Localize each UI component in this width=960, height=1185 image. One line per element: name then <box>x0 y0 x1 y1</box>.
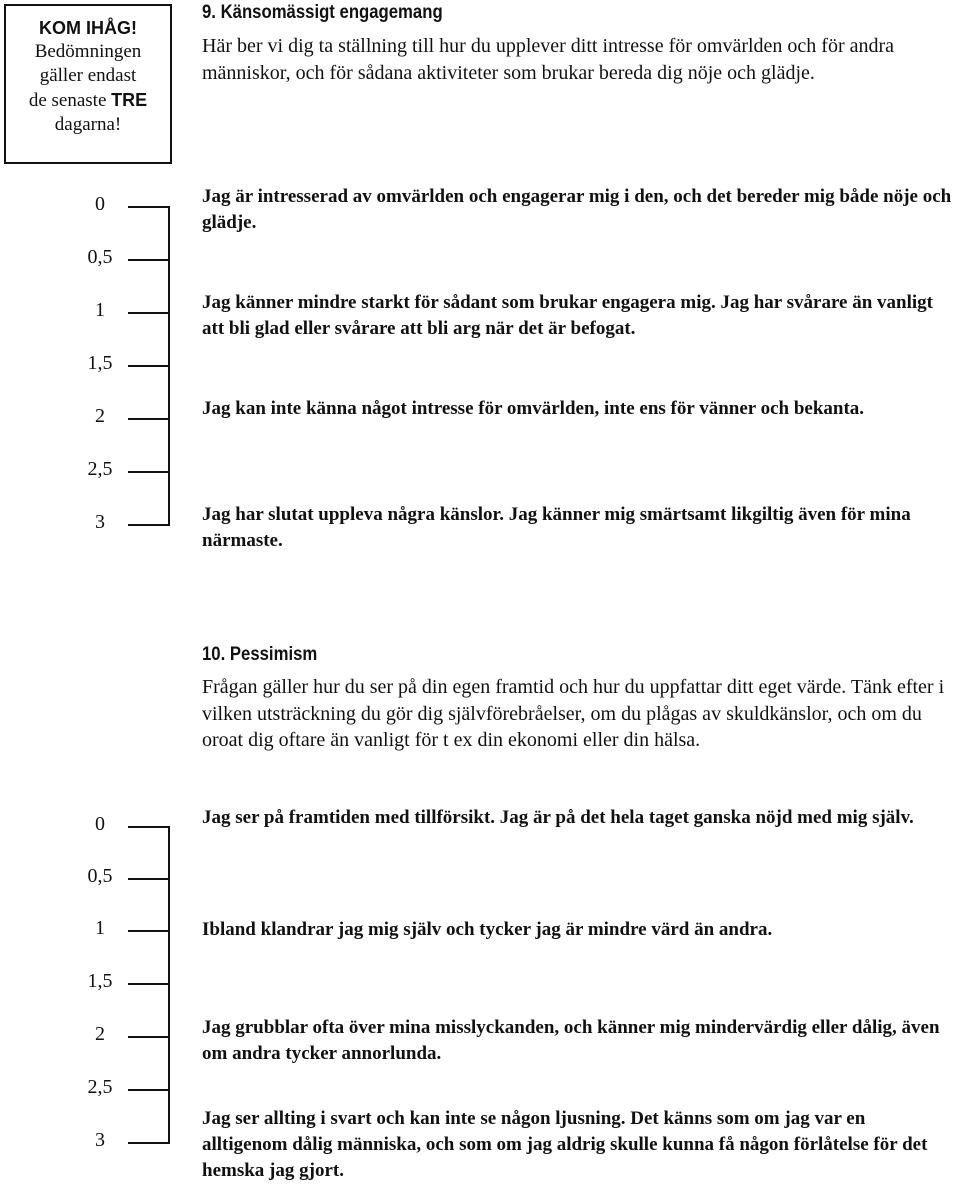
scale-9-label-3: 3 <box>95 511 105 533</box>
section-9-title: 9. Känsomässigt engagemang <box>202 2 443 23</box>
scale-9-tick <box>128 365 170 367</box>
reminder-title: KOM IHÅG! <box>39 18 137 38</box>
scale-9-bar <box>168 206 170 526</box>
scale-10-label-2: 2 <box>95 1023 105 1045</box>
section-9-statement-1: Jag känner mindre starkt för sådant som brukar engagera mig. Jag har svårare än vanligt att bli glad eller svårare att bli arg när det är befogat. <box>202 292 933 339</box>
section-9-statement-2: Jag kan inte känna något intresse för omvärlden, inte ens för vänner och bekanta. <box>202 398 865 419</box>
section-9-statement-0: Jag är intresserad av omvärlden och engagerar mig i den, och det bereder mig både nöje och glädje. <box>202 186 952 233</box>
scale-10-label-1-5: 1,5 <box>87 970 113 992</box>
reminder-line-4: dagarna! <box>54 114 122 135</box>
section-10-statement-0: Jag ser på framtiden med tillförsikt. Jag är på det hela taget ganska nöjd med mig själv. <box>202 807 914 828</box>
section-10-statement-1: Ibland klandrar jag mig själv och tycker jag är mindre värd än andra. <box>202 919 773 940</box>
scale-10-tick <box>128 983 170 985</box>
scale-10-tick <box>128 826 170 828</box>
scale-9-label-0: 0 <box>95 193 105 215</box>
reminder-line-3-text: de senaste <box>28 90 107 111</box>
section-10-title: 10. Pessimism <box>202 644 318 665</box>
reminder-line-1: Bedömningen <box>34 41 142 62</box>
scale-10-label-2-5: 2,5 <box>87 1076 113 1098</box>
section-9-statement-3: Jag har slutat uppleva några känslor. Jag känner mig smärtsamt likgiltig även för mina närmaste. <box>202 504 911 551</box>
scale-9-tick <box>128 524 170 526</box>
scale-9-tick <box>128 471 170 473</box>
scale-9-label-1-5: 1,5 <box>87 352 113 374</box>
scale-10-tick <box>128 1036 170 1038</box>
section-10-intro: Frågan gäller hur du ser på din egen framtid och hur du uppfattar ditt eget värde. Tänk efter i vilken utsträckning du gör dig självförebråelser, om du plågas av skuldkänslor, och om du oroat dig oftare än vanligt för t ex din ekonomi eller din hälsa. <box>202 676 945 751</box>
scale-10-tick <box>128 1142 170 1144</box>
scale-9-tick <box>128 206 170 208</box>
section-10-statement-2: Jag grubblar ofta över mina misslyckanden, och känner mig mindervärdig eller dålig, även om andra tycker annorlunda. <box>202 1017 940 1064</box>
scale-10-bar <box>168 826 170 1144</box>
scale-10-tick <box>128 1089 170 1091</box>
reminder-box <box>4 4 172 164</box>
scale-9-label-2-5: 2,5 <box>87 458 113 480</box>
scale-10-label-0-5: 0,5 <box>87 865 113 887</box>
scale-10-label-0: 0 <box>95 813 105 835</box>
section-10-statement-3: Jag ser allting i svart och kan inte se någon ljusning. Det känns som om jag var en alltigenom dålig människa, och som om jag aldrig skulle kunna få någon förlåtelse för det hemska jag gjort. <box>202 1108 928 1181</box>
scale-9-label-1: 1 <box>95 299 105 321</box>
scale-10-tick <box>128 878 170 880</box>
scale-9-label-2: 2 <box>95 405 105 427</box>
reminder-emphasis: TRE <box>111 90 148 110</box>
scale-10-label-3: 3 <box>95 1129 105 1151</box>
scale-10-tick <box>128 930 170 932</box>
scale-10-label-1: 1 <box>95 917 105 939</box>
section-9-intro: Här ber vi dig ta ställning till hur du upplever ditt intresse för omvärlden och för andra människor, och för sådana aktiviteter som brukar bereda dig nöje och glädje. <box>202 35 895 84</box>
scale-9-tick <box>128 312 170 314</box>
scale-9-tick <box>128 418 170 420</box>
scale-9-tick <box>128 259 170 261</box>
scale-9-label-0-5: 0,5 <box>87 246 113 268</box>
reminder-line-2: gäller endast <box>39 65 137 86</box>
reminder-line-3 <box>6 88 170 113</box>
